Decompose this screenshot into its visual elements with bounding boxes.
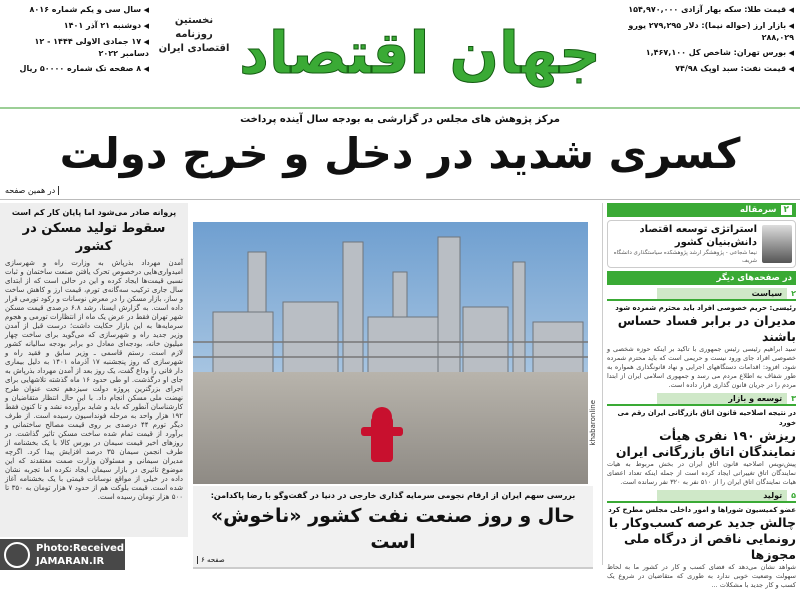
page-reference: صفحه ۶ (197, 556, 225, 564)
refinery-photo (193, 222, 588, 484)
photo-credit: khabaronline (589, 400, 597, 446)
stock-index: ◀ بورس تهران: شاخص کل ۱,۴۶۷,۱۰۰ (604, 47, 794, 59)
watermark (0, 539, 125, 570)
market-info (604, 4, 794, 79)
issue-number: ◀ سال سی و یکم شماره ۸۰۱۶ (4, 4, 149, 16)
price-info: ◀ ۸ صفحه تک شماره ۵۰۰۰۰ ریال (4, 63, 149, 75)
newspaper-logo: جهان اقتصاد (239, 19, 601, 87)
item-body: سید ابراهیم رئیسی رئیس جمهوری با تاکید بر اینکه حوزه شخصی و خصوصی افراد جای ورود نیست و حریمی است که باید محترم شمرده شود، افزود: اقدامات دستگاههای اجرایی و نهاد قانونگذاری همواره به طور شفاف به اطلاع مردم می رسد و جمهوری اسلامی ایران از ابتدا مردم را در جریان قانون گذاری قرار داده است. (607, 345, 796, 389)
editorial-author: نیما شجاعی - پژوهشگر ارشد پژوهشکده سیاستگذاری دانشگاه شریف (613, 250, 757, 264)
left-story-headline[interactable]: سقوط تولید مسکن در کشور (22, 221, 166, 254)
editorial-title[interactable]: استراتژی توسعه اقتصاد دانش‌بنیان کشور (639, 224, 757, 248)
page-number: ۲ (791, 289, 796, 298)
item-kicker: عضو کمیسیون شوراها و امور داخلی مجلس مطرح کرد (608, 506, 796, 514)
item-production[interactable] (607, 490, 796, 590)
issue-info (4, 4, 149, 79)
gold-price: ◀ قیمت طلا: سکه بهار آزادی ۱۵۴,۹۷۰,۰۰۰ (604, 4, 794, 16)
page-number: ۳ (791, 394, 796, 403)
date-persian: ◀ دوشنبه ۲۱ آذر ۱۴۰۱ (4, 20, 149, 32)
lead-headline[interactable]: کسری شدید در دخل و خرج دولت (59, 129, 741, 178)
section-label: سرمقاله (739, 205, 777, 215)
fx-rate: ◀ بازار ارز (حواله نیما): دلار ۲۷۹,۲۹۵ یورو ۲۸۸,۰۲۹ (604, 20, 794, 43)
lead-kicker: مرکز پژوهش های مجلس در گزارشی به بودجه سال آینده پرداخت (240, 114, 560, 125)
right-column (602, 203, 796, 589)
page-number: ۵ (791, 491, 796, 500)
author-photo (762, 225, 792, 263)
divider (0, 199, 800, 200)
tagline: نخستین روزنامه اقتصادی ایران (158, 15, 230, 54)
watermark-line2: JAMARAN.IR (36, 555, 105, 567)
editorial-box[interactable] (607, 220, 796, 268)
date-hijri-gregorian: ◀ ۱۷ جمادی الاولی ۱۴۴۴ - ۱۲ دسامبر ۲۰۲۲ (4, 36, 149, 59)
item-headline[interactable]: ریزش ۱۹۰ نفری هیأت نمایندگان اتاق بازرگانی ایران (615, 428, 796, 459)
watermark-line1: Photo:Received (36, 542, 125, 554)
item-kicker: رئیسی: حریم خصوصی افراد باید محترم شمرده شود (615, 304, 796, 312)
section-label: تولید (657, 490, 787, 501)
item-kicker: در نتیجه اصلاحیه قانون اتاق بازرگانی ایران رقم می خورد (617, 409, 796, 427)
left-story-body: آمدن مهرداد بذرپاش به وزارت راه و شهرسازی امیدواری‌هایی درخصوص تحرک یافتن صنعت ساختمان و ثبات نسبی قیمت‌ها ایجاد کرده و این در حالی است که از ابتدای سال جاری ترکیب سه‌گانه‌ی تورم، قیمت ارز و کاهش ساخت و ساز، بازار مسکن را در معرض نوسانات و رکود تورمی قرار داده است. به گزارش ایسنا، رشد ۶.۸ درصدی قیمت مسکن شهر تهران فقط در عرض یک ماه از انتظارات تورمی و هجوم سرمایه‌ها به این بازار حکایت داشت؛ درست قبل از آمدن وزیر جدید راه و شهرسازی که می‌گوید برای ساخت چهار میلیون خانه، بودجه‌ای معادل دو برابر بودجه سالیانه کشور لازم است. رستم قاسمی ـ وزیر سابق و فقید راه و شهرسازی که روز پنجشنبه ۱۷ آذرماه ۱۴۰۱ به دلیل بیماری دار فانی را وداع گفت، یک روز بعد از آمدن مهرداد بذرپاش به جای او درگذشت. او طی حدود ۱۶ ماه گذشته تلاشهایی برای اجرای بزرگترین پروژه دولت سیزدهم تحت عنوان طرح نهضت ملی مسکن انجام داد. با این حال انتظار متقاضیان و کارشناسان آنطور که باید و شاید برآورده نشد و تا کنون فقط ۱۹۲ هزار واحد به مرحله فونداسیون رسیده است. از طرف دیگر تورم ۴۴ درصدی بر روی قیمت مصالح ساختمانی و برآورد از قیمت تمام شده ساخت مسکن تاثیر گذاشت. در روزهای اخیر قیمت سیمان در بورس کالا با یک بخشنامه از طرف انجمن سیمان ۳۵ درصد افزایش پیدا کرد. اگرچه مدیران سیمانی و مسئولان وزارت صمت معتقدند که این موضوع تاثیری در بازار سیمان ایجاد نکرده اما تجربه نشان داده در خیلی از مواقع نوسانات قیمتی با یک بخشنامه آغاز شده است. قیمت بلوکت هم از حدود ۷ هزار تومان به ۳۵۰ تا ۵۰۰ هزار تومان رسیده است. (5, 259, 183, 501)
item-headline[interactable]: مدیران در برابر فساد حساس باشند (617, 313, 796, 344)
left-story-kicker: پروانه صادر می‌شود اما پایان کار کم است (11, 208, 177, 217)
other-pages-label: در صفحه‌های دیگر (716, 273, 792, 283)
same-page-label: در همین صفحه (5, 186, 59, 195)
jamaran-logo-icon (4, 542, 30, 568)
masthead-divider (0, 107, 800, 109)
page-number: ۲ (781, 205, 793, 215)
section-label: توسعه و بازار (657, 393, 787, 404)
left-story[interactable] (0, 203, 188, 537)
center-story-headline[interactable]: حال و روز صنعت نفت کشور «ناخوش» است (210, 505, 576, 553)
item-headline[interactable]: چالش جدید عرصه کسب‌و‌کار با رونمایی ناقص از درگاه ملی مجوزها (608, 515, 796, 562)
center-story[interactable] (193, 486, 593, 569)
section-label: سیاست (657, 288, 787, 299)
center-story-kicker: بررسی سهم ایران از ارقام نجومی سرمایه گذاری خارجی در دنیا در گفت‌وگو با رضا پاکدامن: (210, 491, 576, 500)
item-body: پیش‌نویس اصلاحیه قانون اتاق ایران در بخش مربوط به هیات نمایندگان اتاق تغییراتی ایجاد کرده است از جمله اینکه تعداد اعضای هیات نمایندگان اتاق ایران را از ۵۱۰ نفر به ۳۲۰ نفر رسانده است. (607, 460, 796, 486)
item-politics[interactable] (607, 288, 796, 390)
item-market[interactable] (607, 393, 796, 487)
item-body: شواهد نشان می‌دهد که فضای کسب و کار در کشور ما به لحاظ سهولت وضعیت خوبی ندارد به طوری که متقاضیان در شروع یک کسب و کار جدید با مشکلات ... (607, 563, 796, 589)
other-pages-bar (607, 271, 796, 285)
oil-price: ◀ قیمت نفت: سبد اوپک ۷۴/۹۸ (604, 63, 794, 75)
editorial-bar (607, 203, 796, 217)
